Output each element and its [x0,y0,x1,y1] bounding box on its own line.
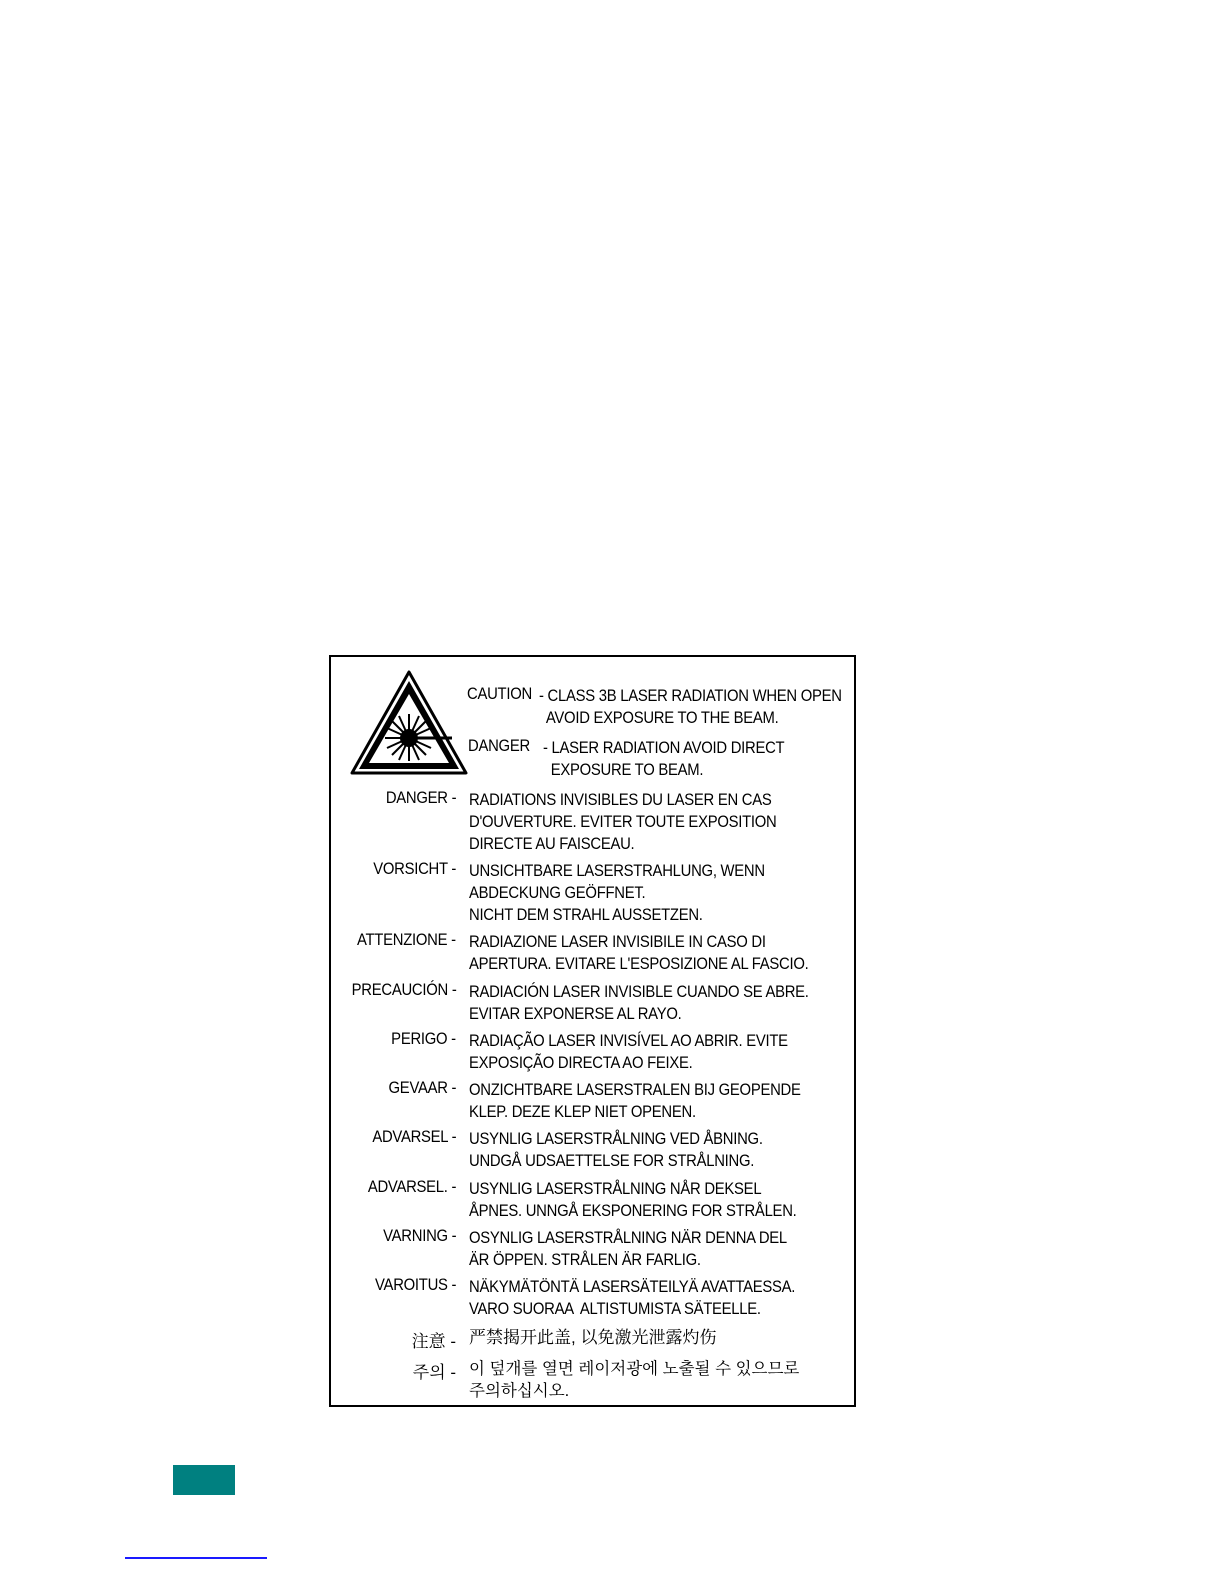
footer-rule [125,1557,267,1559]
warning-text: OSYNLIG LASERSTRÅLNING NÄR DENNA DEL ÄR ÖPPEN. STRÅLEN ÄR FARLIG. [469,1229,787,1269]
warning-label: VAROITUS - [374,1276,456,1294]
warning-label: VARNING - [382,1227,456,1245]
warning-text: RADIAÇÃO LASER INVISÍVEL AO ABRIR. EVITE EXPOSIÇÃO DIRECTA AO FEIXE. [469,1032,788,1072]
warning-text: 이 덮개를 열면 레이저광에 노출될 수 있으므로 주의하십시오. [469,1360,800,1400]
warning-text: NÄKYMÄTÖNTÄ LASERSÄTEILYÄ AVATTAESSA. VARO SUORAA ALTISTUMISTA SÄTEELLE. [469,1278,796,1318]
warning-label: CAUTION [467,685,532,703]
warning-label: 주의 - [412,1363,456,1382]
warning-label: PRECAUCIÓN - [351,981,456,999]
warning-text: USYNLIG LASERSTRÅLNING VED ÅBNING. UNDGÅ UDSAETTELSE FOR STRÅLNING. [469,1130,763,1170]
section-tab [173,1465,235,1495]
warning-label: ATTENZIONE - [357,931,456,949]
warning-label: DANGER - [385,789,456,807]
warning-label: ADVARSEL - [372,1128,456,1146]
warning-text: 严禁揭开此盖, 以免激光泄露灼伤 [469,1328,717,1347]
warning-label: GEVAAR - [388,1079,456,1097]
warning-label: PERIGO - [391,1030,456,1048]
laser-warning-icon [349,669,469,777]
warning-text: RADIACIÓN LASER INVISIBLE CUANDO SE ABRE. EVITAR EXPONERSE AL RAYO. [469,983,809,1023]
warning-text: - CLASS 3B LASER RADIATION WHEN OPEN AVOID EXPOSURE TO THE BEAM. [539,687,842,727]
warning-text: RADIAZIONE LASER INVISIBILE IN CASO DI APERTURA. EVITARE L'ESPOSIZIONE AL FASCIO. [469,933,809,973]
warning-label: VORSICHT - [373,860,456,878]
warning-label: ADVARSEL. - [367,1178,456,1196]
laser-warning-label [329,655,856,1407]
warning-label: DANGER [468,737,530,755]
warning-text: UNSICHTBARE LASERSTRAHLUNG, WENN ABDECKUNG GEÖFFNET. NICHT DEM STRAHL AUSSETZEN. [469,862,765,924]
warning-text: - LASER RADIATION AVOID DIRECT EXPOSURE TO BEAM. [543,739,785,779]
warning-text: RADIATIONS INVISIBLES DU LASER EN CAS D'OUVERTURE. EVITER TOUTE EXPOSITION DIRECTE AU FAISCEAU. [469,791,777,853]
warning-label: 注意 - [411,1332,456,1351]
warning-text: ONZICHTBARE LASERSTRALEN BIJ GEOPENDE KLEP. DEZE KLEP NIET OPENEN. [469,1081,801,1121]
warning-text: USYNLIG LASERSTRÅLNING NÅR DEKSEL ÅPNES. UNNGÅ EKSPONERING FOR STRÅLEN. [469,1180,797,1220]
